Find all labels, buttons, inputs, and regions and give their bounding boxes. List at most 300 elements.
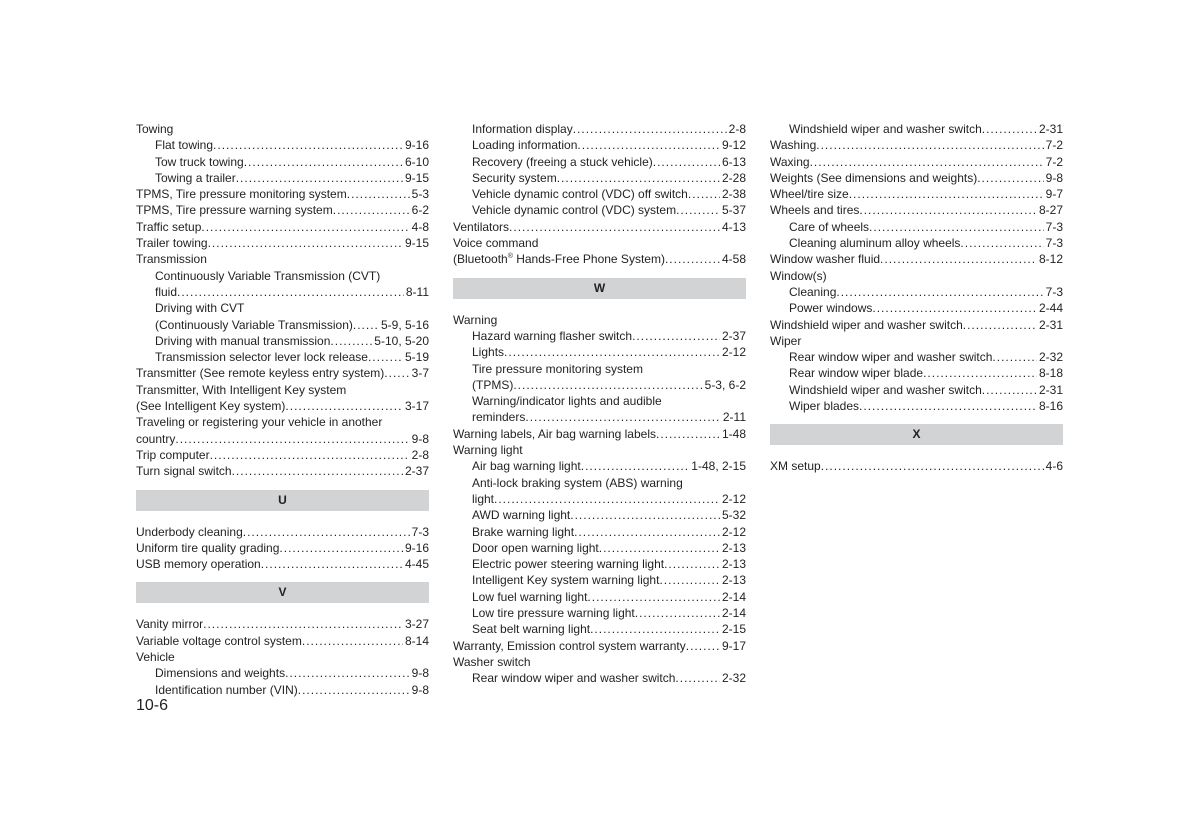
page-reference: 5-3, 6-2	[704, 377, 746, 392]
dot-leader	[285, 665, 410, 681]
index-subentry	[770, 365, 1063, 381]
entry-term	[136, 616, 203, 632]
page-reference: 2-8	[411, 447, 429, 462]
dot-leader	[590, 621, 720, 637]
entry-term-text: Air bag warning light	[472, 459, 581, 474]
index-entry	[770, 251, 1063, 267]
page-reference: 2-14	[721, 589, 746, 604]
entry-term	[770, 170, 977, 186]
page-reference: 8-18	[1038, 366, 1063, 381]
index-heading: Towing	[136, 122, 174, 136]
entry-term	[155, 137, 213, 153]
dot-leader	[353, 317, 379, 333]
entry-term-text: Driving with manual transmission	[155, 333, 331, 348]
page-reference: 7-2	[1045, 138, 1063, 153]
entry-term-text: Hazard warning flasher switch	[472, 328, 633, 343]
entry-term	[770, 458, 821, 474]
entry-term-text: Wheel/tire size	[770, 187, 849, 202]
index-entry	[136, 235, 429, 251]
index-subentry	[453, 328, 746, 344]
dot-leader	[982, 121, 1037, 137]
index-subentry	[453, 344, 746, 360]
entry-term-text: Recovery (freeing a stuck vehicle)	[472, 154, 653, 169]
index-subentry	[453, 186, 746, 202]
index-subentry	[453, 154, 746, 170]
page-reference: 9-8	[411, 666, 429, 681]
index-subentry	[453, 507, 746, 523]
entry-term	[155, 333, 330, 349]
page-reference: 2-12	[721, 524, 746, 539]
page-reference: 2-37	[721, 328, 746, 343]
index-subentry	[136, 284, 429, 300]
index-entry	[453, 219, 746, 235]
page-reference: 7-3	[1045, 236, 1063, 251]
dot-leader	[821, 458, 1044, 474]
dot-leader	[494, 491, 720, 507]
index-subentry	[770, 235, 1063, 251]
page-reference: 2-12	[721, 491, 746, 506]
page-reference: 1-48, 2-15	[691, 459, 746, 474]
entry-term	[770, 317, 963, 333]
index-subentry	[453, 670, 746, 686]
dot-leader	[368, 349, 403, 365]
page-reference: 5-3	[411, 187, 429, 202]
entry-term	[136, 524, 243, 540]
index-heading: Warning light	[453, 443, 523, 458]
entry-term	[472, 344, 504, 360]
index-subentry	[770, 284, 1063, 300]
entry-term	[136, 235, 208, 251]
entry-term-text: Variable voltage control system	[136, 633, 302, 648]
section-header-v: V	[136, 582, 429, 603]
entry-term	[472, 524, 574, 540]
index-column-3	[770, 121, 1063, 475]
page-reference: 2-38	[721, 187, 746, 202]
entry-term-text: light	[472, 491, 495, 506]
dot-leader	[688, 186, 720, 202]
page-reference: 9-16	[404, 138, 429, 153]
index-subentry	[136, 349, 429, 365]
index-subentry	[453, 540, 746, 556]
dot-leader	[574, 524, 720, 540]
index-subentry	[453, 589, 746, 605]
dot-leader	[665, 251, 720, 267]
entry-term	[472, 409, 525, 425]
index-subentry	[453, 121, 746, 137]
entry-term	[472, 572, 659, 588]
index-entry	[136, 219, 429, 235]
entry-term-text: Windshield wiper and washer switch	[789, 122, 982, 136]
page-reference: 9-8	[411, 431, 429, 446]
entry-term	[472, 556, 664, 572]
dot-leader	[810, 154, 1044, 170]
page-reference: 5-32	[721, 508, 746, 523]
entry-term-text: Seat belt warning light	[472, 622, 591, 637]
dot-leader	[675, 670, 720, 686]
entry-term-text: country	[136, 431, 176, 446]
index-entry	[136, 556, 429, 572]
entry-term-text: Flat towing	[155, 138, 214, 153]
entry-term	[472, 121, 573, 137]
page-reference: 3-17	[404, 399, 429, 414]
index-subentry	[770, 300, 1063, 316]
entry-term	[789, 398, 859, 414]
entry-term	[789, 382, 982, 398]
entry-term-text: Information display	[472, 122, 573, 136]
page-reference: 9-8	[1045, 170, 1063, 185]
entry-term-text-cont: Hands-Free Phone System)	[512, 252, 665, 267]
entry-term-text: Towing a trailer	[155, 170, 236, 185]
page-reference: 4-8	[411, 219, 429, 234]
entry-term	[136, 202, 333, 218]
page-reference: 8-16	[1038, 399, 1063, 414]
entry-term-text: Windshield wiper and washer switch	[789, 382, 982, 397]
entry-term-text: TPMS, Tire pressure monitoring system	[136, 187, 347, 202]
dot-leader	[333, 202, 410, 218]
dot-leader	[686, 638, 720, 654]
entry-term	[155, 284, 177, 300]
dot-leader	[859, 202, 1037, 218]
dot-leader	[525, 409, 721, 425]
page-reference: 8-11	[405, 284, 429, 299]
dot-leader	[175, 431, 409, 447]
page-reference: 5-19	[404, 350, 429, 365]
page-reference: 2-11	[722, 410, 746, 425]
entry-term-text: reminders	[472, 410, 526, 425]
dot-leader	[236, 170, 403, 186]
entry-term	[472, 491, 494, 507]
dot-leader	[992, 349, 1037, 365]
entry-term-text: Lights	[472, 345, 505, 360]
section-header-u: U	[136, 490, 429, 511]
entry-term	[472, 540, 599, 556]
page-reference: 1-48	[721, 426, 746, 441]
page-reference: 5-9, 5-16	[380, 317, 429, 332]
entry-term-text: Washing	[770, 138, 817, 153]
entry-term-text: XM setup	[770, 459, 821, 474]
page-reference: 3-27	[404, 617, 429, 632]
index-subentry	[136, 154, 429, 170]
index-heading: Vehicle	[136, 650, 175, 665]
entry-term	[155, 170, 236, 186]
page-reference: 4-58	[721, 252, 746, 267]
entry-term-text: Transmission selector lever lock release	[155, 350, 368, 365]
entry-term-text: Dimensions and weights	[155, 666, 286, 681]
entry-term-text: Window washer fluid	[770, 252, 881, 267]
page-number: 10-6	[136, 697, 169, 714]
index-subentry	[770, 219, 1063, 235]
entry-term-text: Trailer towing	[136, 236, 208, 251]
index-heading: Traveling or registering your vehicle in another	[136, 415, 383, 430]
index-entry	[453, 426, 746, 442]
entry-term-text: AWD warning light	[472, 508, 571, 523]
entry-term	[136, 398, 285, 414]
dot-leader	[653, 154, 720, 170]
dot-leader	[659, 572, 720, 588]
dot-leader	[982, 382, 1037, 398]
entry-term-text: Identification number (VIN)	[155, 682, 298, 697]
entry-term	[770, 137, 816, 153]
entry-term-text: Turn signal switch	[136, 464, 232, 479]
page-reference: 9-15	[404, 236, 429, 251]
index-entry	[453, 638, 746, 654]
index-heading: Transmission	[136, 252, 207, 267]
page-reference: 7-3	[411, 524, 429, 539]
index-entry	[770, 170, 1063, 186]
index-subentry	[453, 556, 746, 572]
index-entry	[136, 524, 429, 540]
entry-term	[472, 186, 688, 202]
index-subheading: Driving with CVT	[155, 301, 245, 316]
dot-leader	[599, 540, 720, 556]
entry-term	[136, 556, 261, 572]
section-header-x: X	[770, 424, 1063, 445]
page-reference: 9-15	[404, 170, 429, 185]
index-subentry	[453, 170, 746, 186]
index-subentry	[136, 333, 429, 349]
index-entry	[770, 137, 1063, 153]
entry-term	[472, 154, 653, 170]
entry-term	[472, 137, 577, 153]
index-entry	[136, 431, 429, 447]
index-subentry	[453, 458, 746, 474]
dot-leader	[880, 251, 1037, 267]
entry-term-text: Underbody cleaning	[136, 524, 243, 539]
index-entry	[136, 463, 429, 479]
entry-term-text: Brake warning light	[472, 524, 575, 539]
index-subentry	[453, 621, 746, 637]
entry-term-text: Traffic setup	[136, 219, 202, 234]
dot-leader	[232, 463, 403, 479]
entry-term-text: Vehicle dynamic control (VDC) off switch	[472, 187, 688, 202]
entry-term-text: Low tire pressure warning light	[472, 606, 635, 621]
index-heading: Transmitter, With Intelligent Key system	[136, 382, 347, 397]
entry-term	[789, 219, 869, 235]
dot-leader	[210, 447, 410, 463]
dot-leader	[244, 154, 403, 170]
entry-term-text: TPMS, Tire pressure warning system	[136, 203, 333, 218]
index-heading: Window(s)	[770, 268, 827, 283]
dot-leader	[836, 284, 1043, 300]
registered-mark: ®	[507, 253, 513, 261]
index-entry	[136, 365, 429, 381]
dot-leader	[261, 556, 403, 572]
index-entry	[136, 186, 429, 202]
entry-term	[136, 186, 347, 202]
entry-term	[770, 186, 849, 202]
page-reference: 9-7	[1045, 187, 1063, 202]
entry-term	[472, 377, 513, 393]
dot-leader	[213, 137, 403, 153]
entry-term-text: Waxing	[770, 154, 810, 169]
index-subentry	[453, 409, 746, 425]
dot-leader	[201, 219, 409, 235]
index-column-1	[136, 121, 429, 698]
index-subentry	[136, 170, 429, 186]
dot-leader	[923, 365, 1037, 381]
entry-term	[789, 121, 982, 137]
page-reference: 8-12	[1038, 252, 1063, 267]
entry-term	[472, 458, 581, 474]
page-reference: 4-45	[404, 557, 429, 572]
page-reference: 6-10	[404, 154, 429, 169]
entry-term	[472, 589, 587, 605]
entry-term	[136, 431, 175, 447]
entry-term-text: USB memory operation	[136, 557, 261, 572]
index-subentry	[453, 572, 746, 588]
page-reference: 7-3	[1045, 219, 1063, 234]
entry-term-text: Tow truck towing	[155, 154, 244, 169]
entry-term-text: Weights (See dimensions and weights)	[770, 170, 978, 185]
entry-term-text: Ventilators	[453, 219, 510, 234]
index-heading: Wiper	[770, 333, 802, 348]
entry-term	[155, 317, 353, 333]
dot-leader	[869, 219, 1044, 235]
dot-leader	[872, 300, 1037, 316]
page-reference: 9-16	[404, 540, 429, 555]
dot-leader	[635, 605, 720, 621]
index-subentry	[136, 665, 429, 681]
index-subentry	[136, 682, 429, 698]
dot-leader	[977, 170, 1043, 186]
entry-term-text: Windshield wiper and washer switch	[770, 317, 963, 332]
index-subentry	[136, 317, 429, 333]
entry-term	[770, 202, 859, 218]
page-reference: 5-37	[721, 203, 746, 218]
entry-term-text: Cleaning	[789, 284, 837, 299]
entry-term-text: Rear window wiper and washer switch	[789, 350, 993, 365]
entry-term	[155, 682, 298, 698]
dot-leader	[347, 186, 410, 202]
page-reference: 2-31	[1038, 122, 1063, 136]
entry-term	[789, 365, 923, 381]
index-entry	[770, 202, 1063, 218]
dot-leader	[509, 219, 720, 235]
dot-leader	[208, 235, 403, 251]
dot-leader	[285, 398, 403, 414]
entry-term-text: Power windows	[789, 301, 873, 316]
entry-term	[789, 284, 836, 300]
index-entry	[136, 540, 429, 556]
entry-term	[155, 154, 244, 170]
entry-term	[453, 638, 686, 654]
index-entry	[136, 633, 429, 649]
page-reference: 7-2	[1045, 154, 1063, 169]
dot-leader	[279, 540, 403, 556]
entry-term-text: (Continuously Variable Transmission)	[155, 317, 353, 332]
page-reference: 2-31	[1038, 317, 1063, 332]
entry-term-text: Wiper blades	[789, 399, 860, 414]
entry-term	[453, 251, 665, 267]
page-reference: 2-13	[721, 557, 746, 572]
index-subheading: Continuously Variable Transmission (CVT)	[155, 268, 381, 283]
page-reference: 4-6	[1045, 459, 1063, 474]
page-reference: 8-27	[1038, 203, 1063, 218]
entry-term	[789, 235, 960, 251]
entry-term-text: Door open warning light	[472, 540, 599, 555]
entry-term-text: Care of wheels	[789, 219, 870, 234]
entry-term-text: Vanity mirror	[136, 617, 204, 632]
entry-term	[472, 507, 570, 523]
dot-leader	[203, 616, 403, 632]
dot-leader	[570, 507, 720, 523]
dot-leader	[960, 235, 1043, 251]
page-reference: 6-2	[411, 203, 429, 218]
dot-leader	[177, 284, 404, 300]
entry-term-text: (See Intelligent Key system)	[136, 399, 286, 414]
index-heading: Voice command	[453, 236, 539, 251]
page-reference: 3-7	[411, 366, 429, 381]
dot-leader	[656, 426, 720, 442]
entry-term-text: Low fuel warning light	[472, 589, 588, 604]
page-reference: 6-13	[721, 154, 746, 169]
dot-leader	[302, 633, 403, 649]
index-subentry	[770, 398, 1063, 414]
dot-leader	[963, 317, 1037, 333]
entry-term	[136, 219, 201, 235]
page-reference: 2-13	[721, 573, 746, 588]
dot-leader	[504, 344, 720, 360]
entry-term	[472, 328, 632, 344]
page-reference: 2-32	[1038, 350, 1063, 365]
entry-term	[789, 300, 872, 316]
entry-term	[136, 365, 384, 381]
index-heading: Warning	[453, 312, 498, 327]
dot-leader	[298, 682, 410, 698]
index-subentry	[453, 202, 746, 218]
entry-term-text: Trip computer	[136, 447, 210, 462]
entry-term-text: Security system	[472, 170, 557, 185]
entry-term	[155, 349, 368, 365]
entry-term-text: Rear window wiper blade	[789, 366, 924, 381]
page-reference: 2-15	[721, 622, 746, 637]
entry-term	[136, 463, 232, 479]
entry-term	[453, 219, 509, 235]
entry-term-text: Transmitter (See remote keyless entry system)	[136, 366, 385, 381]
dot-leader	[816, 137, 1043, 153]
entry-term	[789, 349, 992, 365]
index-entry	[770, 186, 1063, 202]
section-header-w: W	[453, 278, 746, 299]
page-reference: 2-37	[404, 464, 429, 479]
entry-term-text: Rear window wiper and washer switch	[472, 671, 676, 686]
entry-term	[472, 202, 676, 218]
index-subentry	[453, 605, 746, 621]
entry-term-text: (Bluetooth	[453, 252, 508, 267]
index-entry	[136, 398, 429, 414]
page-reference: 5-10, 5-20	[374, 333, 429, 348]
dot-leader	[587, 589, 720, 605]
entry-term	[155, 665, 285, 681]
entry-term-text: Loading information	[472, 138, 578, 153]
index-entry	[136, 616, 429, 632]
entry-term-text: Intelligent Key system warning light	[472, 573, 660, 588]
entry-term	[770, 251, 880, 267]
entry-term	[472, 605, 635, 621]
entry-term	[136, 540, 279, 556]
entry-term-text: fluid	[155, 284, 178, 299]
dot-leader	[577, 137, 720, 153]
index-subheading: Tire pressure monitoring system	[472, 361, 643, 376]
index-subheading: Warning/indicator lights and audible	[472, 394, 662, 409]
page-reference: 2-8	[728, 122, 746, 136]
index-subentry	[453, 137, 746, 153]
page-reference: 9-12	[721, 138, 746, 153]
dot-leader	[243, 524, 410, 540]
index-entry	[453, 251, 746, 267]
index-entry	[136, 447, 429, 463]
dot-leader	[384, 365, 409, 381]
